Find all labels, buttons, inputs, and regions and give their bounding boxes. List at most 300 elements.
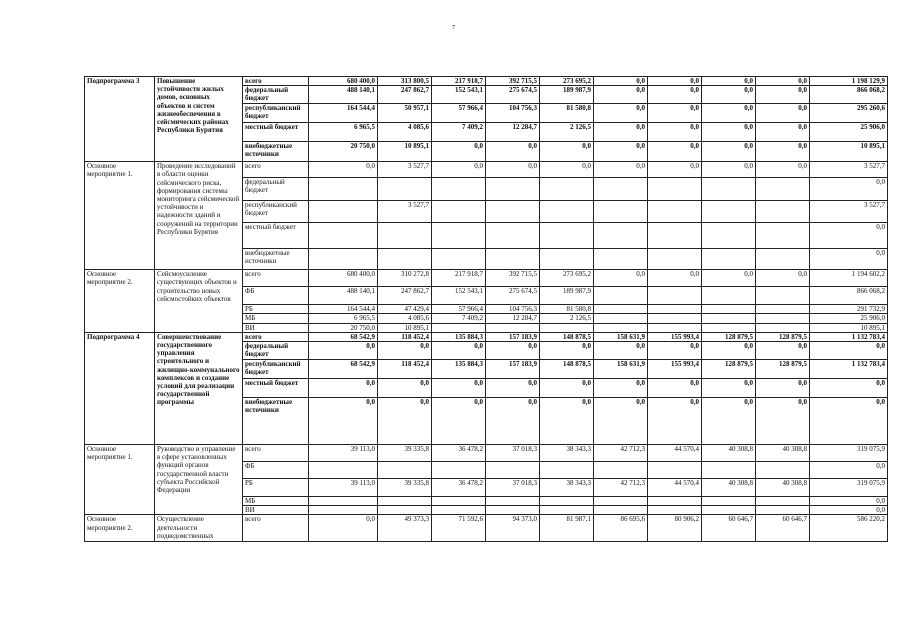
amount-cell: 0,0: [756, 77, 810, 86]
total-cell: 586 220,2: [810, 515, 888, 542]
amount-cell: [432, 201, 486, 223]
amount-cell: [648, 201, 702, 223]
program-title-cell: Руководство и управление в сфере установленных функций органов государственной власти субъекта Российской Федерации: [155, 445, 243, 515]
amount-cell: 0,0: [702, 379, 756, 398]
amount-cell: [702, 305, 756, 314]
amount-cell: [309, 201, 378, 223]
amount-cell: 80 906,2: [648, 515, 702, 542]
amount-cell: [756, 497, 810, 506]
amount-cell: [702, 462, 756, 479]
amount-cell: [309, 506, 378, 515]
funding-source-cell: федеральный бюджет: [243, 178, 309, 201]
funding-source-cell: местный бюджет: [243, 123, 309, 142]
amount-cell: 38 343,3: [540, 479, 594, 497]
funding-source-cell: республиканский бюджет: [243, 360, 309, 379]
amount-cell: 81 580,8: [540, 104, 594, 123]
amount-cell: 0,0: [648, 142, 702, 162]
funding-source-cell: ВИ: [243, 323, 309, 332]
amount-cell: [486, 506, 540, 515]
amount-cell: 39 113,0: [309, 445, 378, 462]
amount-cell: 0,0: [594, 123, 648, 142]
table-row: [85, 445, 888, 462]
funding-source-cell: всего: [243, 162, 309, 178]
amount-cell: 7 409,2: [432, 123, 486, 142]
amount-cell: 60 646,7: [702, 515, 756, 542]
amount-cell: [432, 462, 486, 479]
amount-cell: 6 965,5: [309, 123, 378, 142]
amount-cell: [648, 462, 702, 479]
amount-cell: [594, 323, 648, 332]
amount-cell: [756, 305, 810, 314]
amount-cell: 0,0: [540, 142, 594, 162]
amount-cell: 2 126,5: [540, 123, 594, 142]
amount-cell: 0,0: [486, 142, 540, 162]
total-cell: 3 527,7: [810, 162, 888, 178]
total-cell: 866 068,2: [810, 287, 888, 305]
amount-cell: [702, 497, 756, 506]
amount-cell: 0,0: [648, 398, 702, 445]
amount-cell: 0,0: [594, 379, 648, 398]
amount-cell: [540, 223, 594, 249]
table-row: [85, 332, 888, 341]
amount-cell: 152 543,1: [432, 86, 486, 104]
amount-cell: 0,0: [702, 104, 756, 123]
amount-cell: 157 183,9: [486, 332, 540, 341]
amount-cell: 6 965,5: [309, 314, 378, 323]
amount-cell: [540, 201, 594, 223]
amount-cell: [648, 178, 702, 201]
total-cell: 866 068,2: [810, 86, 888, 104]
program-code-cell: Подпрограмма 3: [85, 77, 155, 162]
funding-source-cell: федеральный бюджет: [243, 342, 309, 360]
amount-cell: [432, 249, 486, 270]
funding-source-cell: республиканский бюджет: [243, 104, 309, 123]
total-cell: 1 198 129,9: [810, 77, 888, 86]
table-row: [85, 77, 888, 86]
amount-cell: 392 715,5: [486, 77, 540, 86]
funding-source-cell: МБ: [243, 314, 309, 323]
amount-cell: 44 570,4: [648, 479, 702, 497]
amount-cell: [378, 249, 432, 270]
amount-cell: [378, 178, 432, 201]
amount-cell: [594, 223, 648, 249]
amount-cell: 2 126,5: [540, 314, 594, 323]
amount-cell: 20 750,0: [309, 323, 378, 332]
amount-cell: 49 373,3: [378, 515, 432, 542]
amount-cell: [378, 223, 432, 249]
amount-cell: 0,0: [540, 342, 594, 360]
budget-table: [84, 76, 888, 542]
amount-cell: 0,0: [594, 270, 648, 287]
amount-cell: 128 879,5: [756, 332, 810, 341]
amount-cell: 275 674,5: [486, 86, 540, 104]
total-cell: 319 075,9: [810, 445, 888, 462]
amount-cell: 68 542,9: [309, 360, 378, 379]
amount-cell: 0,0: [756, 142, 810, 162]
program-title-cell: Совершенствование государственного управления строительного и жилищно-коммунального комплексов и создание условий для реализации государственной программы: [155, 332, 243, 444]
amount-cell: [594, 249, 648, 270]
amount-cell: 38 343,3: [540, 445, 594, 462]
amount-cell: 0,0: [702, 86, 756, 104]
amount-cell: 37 018,3: [486, 479, 540, 497]
amount-cell: [486, 249, 540, 270]
amount-cell: 217 918,7: [432, 270, 486, 287]
amount-cell: 0,0: [309, 515, 378, 542]
amount-cell: 4 085,6: [378, 123, 432, 142]
amount-cell: 0,0: [540, 162, 594, 178]
amount-cell: [540, 323, 594, 332]
amount-cell: 128 879,5: [756, 360, 810, 379]
amount-cell: 0,0: [756, 86, 810, 104]
amount-cell: 0,0: [648, 342, 702, 360]
amount-cell: [756, 323, 810, 332]
total-cell: 295 260,6: [810, 104, 888, 123]
amount-cell: [756, 314, 810, 323]
amount-cell: 392 715,5: [486, 270, 540, 287]
amount-cell: 0,0: [702, 142, 756, 162]
total-cell: 0,0: [810, 497, 888, 506]
funding-source-cell: внебюджетные источники: [243, 249, 309, 270]
amount-cell: 128 879,5: [702, 332, 756, 341]
funding-source-cell: местный бюджет: [243, 379, 309, 398]
amount-cell: [540, 462, 594, 479]
amount-cell: 0,0: [486, 342, 540, 360]
amount-cell: [648, 323, 702, 332]
program-title-cell: Осуществление деятельности подведомственных: [155, 515, 243, 542]
amount-cell: 4 085,6: [378, 314, 432, 323]
amount-cell: 0,0: [648, 270, 702, 287]
amount-cell: 680 400,0: [309, 270, 378, 287]
page-number: 7: [452, 25, 455, 31]
amount-cell: 0,0: [309, 342, 378, 360]
amount-cell: 7 409,2: [432, 314, 486, 323]
amount-cell: 0,0: [756, 342, 810, 360]
amount-cell: 189 987,9: [540, 287, 594, 305]
amount-cell: [486, 323, 540, 332]
amount-cell: 104 756,3: [486, 104, 540, 123]
program-title-cell: Сейсмоусиление существующих объектов и строительство новых сейсмостойких объектов: [155, 270, 243, 333]
amount-cell: 0,0: [756, 270, 810, 287]
total-cell: 0,0: [810, 379, 888, 398]
funding-source-cell: республиканский бюджет: [243, 201, 309, 223]
amount-cell: [432, 223, 486, 249]
amount-cell: [648, 497, 702, 506]
amount-cell: [378, 462, 432, 479]
amount-cell: [702, 323, 756, 332]
amount-cell: 488 140,1: [309, 287, 378, 305]
amount-cell: 0,0: [378, 398, 432, 445]
amount-cell: 247 862,7: [378, 287, 432, 305]
program-code-cell: Основное мероприятие 1.: [85, 162, 155, 270]
amount-cell: 104 756,3: [486, 305, 540, 314]
amount-cell: [432, 178, 486, 201]
amount-cell: 157 183,9: [486, 360, 540, 379]
amount-cell: [648, 223, 702, 249]
program-title-cell: Проведение исследований в области оценки сейсмического риска, формирования системы мониторинга сейсмической устойчивости и надежности зданий и сооружений на территории Республики Бурятия: [155, 162, 243, 270]
amount-cell: 0,0: [486, 162, 540, 178]
amount-cell: [309, 178, 378, 201]
funding-source-cell: ФБ: [243, 462, 309, 479]
amount-cell: 36 478,2: [432, 445, 486, 462]
amount-cell: 164 544,4: [309, 104, 378, 123]
program-code-cell: Подпрограмма 4: [85, 332, 155, 444]
amount-cell: 39 335,8: [378, 479, 432, 497]
amount-cell: 81 580,8: [540, 305, 594, 314]
amount-cell: [432, 497, 486, 506]
amount-cell: [702, 178, 756, 201]
amount-cell: 3 527,7: [378, 201, 432, 223]
funding-source-cell: МБ: [243, 497, 309, 506]
program-title-cell: Повышение устойчивости жилых домов, основных объектов и систем жизнеобеспечения в сейсмических районах Республики Бурятия: [155, 77, 243, 162]
amount-cell: 0,0: [702, 77, 756, 86]
funding-source-cell: РБ: [243, 479, 309, 497]
amount-cell: 488 140,1: [309, 86, 378, 104]
amount-cell: [432, 506, 486, 515]
amount-cell: [486, 462, 540, 479]
amount-cell: [540, 249, 594, 270]
amount-cell: 0,0: [702, 162, 756, 178]
amount-cell: [309, 223, 378, 249]
amount-cell: 0,0: [648, 86, 702, 104]
amount-cell: 42 712,3: [594, 479, 648, 497]
amount-cell: [540, 497, 594, 506]
amount-cell: [648, 305, 702, 314]
total-cell: 0,0: [810, 462, 888, 479]
total-cell: 1 132 783,4: [810, 360, 888, 379]
amount-cell: 0,0: [756, 123, 810, 142]
amount-cell: 0,0: [309, 379, 378, 398]
amount-cell: 20 750,0: [309, 142, 378, 162]
amount-cell: 0,0: [432, 342, 486, 360]
amount-cell: 273 695,2: [540, 270, 594, 287]
total-cell: 291 732,9: [810, 305, 888, 314]
amount-cell: 247 862,7: [378, 86, 432, 104]
amount-cell: 158 631,9: [594, 332, 648, 341]
amount-cell: 12 284,7: [486, 123, 540, 142]
total-cell: 0,0: [810, 178, 888, 201]
amount-cell: 12 284,7: [486, 314, 540, 323]
funding-source-cell: всего: [243, 332, 309, 341]
amount-cell: 10 895,1: [378, 142, 432, 162]
program-code-cell: Основное мероприятие 2.: [85, 270, 155, 333]
program-code-cell: Основное мероприятие 1.: [85, 445, 155, 515]
amount-cell: 135 884,3: [432, 332, 486, 341]
amount-cell: [756, 287, 810, 305]
amount-cell: [756, 178, 810, 201]
total-cell: 25 906,0: [810, 314, 888, 323]
total-cell: 25 906,0: [810, 123, 888, 142]
amount-cell: 0,0: [702, 342, 756, 360]
amount-cell: 0,0: [648, 123, 702, 142]
funding-source-cell: всего: [243, 515, 309, 542]
amount-cell: [594, 462, 648, 479]
amount-cell: 135 884,3: [432, 360, 486, 379]
amount-cell: [648, 314, 702, 323]
funding-source-cell: внебюджетные источники: [243, 398, 309, 445]
amount-cell: 0,0: [309, 162, 378, 178]
program-code-cell: Основное мероприятие 2.: [85, 515, 155, 542]
total-cell: 0,0: [810, 342, 888, 360]
amount-cell: [594, 178, 648, 201]
amount-cell: [378, 506, 432, 515]
amount-cell: 0,0: [702, 270, 756, 287]
amount-cell: 39 113,0: [309, 479, 378, 497]
amount-cell: [486, 223, 540, 249]
amount-cell: [594, 201, 648, 223]
amount-cell: 68 542,9: [309, 332, 378, 341]
amount-cell: 81 987,1: [540, 515, 594, 542]
total-cell: 3 527,7: [810, 201, 888, 223]
amount-cell: [702, 287, 756, 305]
amount-cell: 0,0: [540, 379, 594, 398]
amount-cell: [648, 287, 702, 305]
amount-cell: [486, 497, 540, 506]
amount-cell: [309, 249, 378, 270]
amount-cell: [594, 314, 648, 323]
amount-cell: 0,0: [378, 379, 432, 398]
amount-cell: 0,0: [756, 379, 810, 398]
amount-cell: 0,0: [702, 123, 756, 142]
amount-cell: 0,0: [594, 162, 648, 178]
amount-cell: 148 878,5: [540, 332, 594, 341]
amount-cell: 0,0: [378, 342, 432, 360]
amount-cell: [756, 201, 810, 223]
total-cell: 10 895,1: [810, 323, 888, 332]
amount-cell: 86 695,6: [594, 515, 648, 542]
amount-cell: [309, 497, 378, 506]
total-cell: 1 132 783,4: [810, 332, 888, 341]
table-row: [85, 270, 888, 287]
amount-cell: 158 631,9: [594, 360, 648, 379]
amount-cell: 118 452,4: [378, 360, 432, 379]
amount-cell: 42 712,3: [594, 445, 648, 462]
amount-cell: [594, 287, 648, 305]
amount-cell: 680 400,0: [309, 77, 378, 86]
amount-cell: [594, 305, 648, 314]
amount-cell: 0,0: [756, 398, 810, 445]
amount-cell: 60 646,7: [756, 515, 810, 542]
total-cell: 0,0: [810, 506, 888, 515]
amount-cell: [486, 178, 540, 201]
amount-cell: [756, 223, 810, 249]
amount-cell: 0,0: [486, 398, 540, 445]
amount-cell: 0,0: [309, 398, 378, 445]
amount-cell: 0,0: [432, 142, 486, 162]
amount-cell: 152 543,1: [432, 287, 486, 305]
amount-cell: [594, 497, 648, 506]
amount-cell: 128 879,5: [702, 360, 756, 379]
amount-cell: 0,0: [594, 142, 648, 162]
amount-cell: 0,0: [648, 77, 702, 86]
amount-cell: 57 966,4: [432, 305, 486, 314]
funding-source-cell: внебюджетные источники: [243, 142, 309, 162]
amount-cell: 0,0: [648, 379, 702, 398]
amount-cell: 273 695,2: [540, 77, 594, 86]
amount-cell: [702, 314, 756, 323]
amount-cell: 155 993,4: [648, 360, 702, 379]
amount-cell: 310 272,8: [378, 270, 432, 287]
amount-cell: 50 957,1: [378, 104, 432, 123]
amount-cell: 0,0: [540, 398, 594, 445]
amount-cell: 155 993,4: [648, 332, 702, 341]
amount-cell: [648, 506, 702, 515]
amount-cell: 0,0: [756, 104, 810, 123]
amount-cell: [594, 506, 648, 515]
total-cell: 1 194 602,2: [810, 270, 888, 287]
amount-cell: 0,0: [594, 342, 648, 360]
amount-cell: 0,0: [648, 162, 702, 178]
amount-cell: [309, 462, 378, 479]
amount-cell: [702, 506, 756, 515]
amount-cell: [702, 249, 756, 270]
amount-cell: [756, 462, 810, 479]
table-row: [85, 162, 888, 178]
amount-cell: 164 544,4: [309, 305, 378, 314]
funding-source-cell: всего: [243, 77, 309, 86]
amount-cell: [378, 497, 432, 506]
funding-source-cell: всего: [243, 445, 309, 462]
amount-cell: 47 429,4: [378, 305, 432, 314]
amount-cell: 40 308,8: [756, 479, 810, 497]
amount-cell: 189 987,9: [540, 86, 594, 104]
amount-cell: [702, 223, 756, 249]
amount-cell: 37 018,3: [486, 445, 540, 462]
total-cell: 319 075,9: [810, 479, 888, 497]
amount-cell: 217 918,7: [432, 77, 486, 86]
amount-cell: [486, 201, 540, 223]
total-cell: 0,0: [810, 249, 888, 270]
amount-cell: 0,0: [432, 398, 486, 445]
funding-source-cell: всего: [243, 270, 309, 287]
amount-cell: 40 308,8: [702, 445, 756, 462]
amount-cell: [756, 249, 810, 270]
total-cell: 0,0: [810, 398, 888, 445]
amount-cell: 0,0: [486, 379, 540, 398]
amount-cell: 0,0: [432, 379, 486, 398]
amount-cell: 0,0: [432, 162, 486, 178]
amount-cell: 94 373,0: [486, 515, 540, 542]
funding-source-cell: местный бюджет: [243, 223, 309, 249]
amount-cell: 40 308,8: [756, 445, 810, 462]
funding-source-cell: федеральный бюджет: [243, 86, 309, 104]
table-row: [85, 515, 888, 542]
amount-cell: 0,0: [594, 398, 648, 445]
amount-cell: 3 527,7: [378, 162, 432, 178]
funding-source-cell: РБ: [243, 305, 309, 314]
amount-cell: 0,0: [594, 104, 648, 123]
amount-cell: 39 335,8: [378, 445, 432, 462]
amount-cell: 10 895,1: [378, 323, 432, 332]
amount-cell: 57 966,4: [432, 104, 486, 123]
amount-cell: 148 878,5: [540, 360, 594, 379]
amount-cell: 44 570,4: [648, 445, 702, 462]
amount-cell: 313 800,5: [378, 77, 432, 86]
amount-cell: 0,0: [648, 104, 702, 123]
amount-cell: [648, 249, 702, 270]
amount-cell: 0,0: [756, 162, 810, 178]
amount-cell: [540, 506, 594, 515]
amount-cell: 71 592,6: [432, 515, 486, 542]
total-cell: 10 895,1: [810, 142, 888, 162]
amount-cell: 275 674,5: [486, 287, 540, 305]
amount-cell: [432, 323, 486, 332]
amount-cell: 0,0: [594, 77, 648, 86]
amount-cell: 0,0: [594, 86, 648, 104]
total-cell: 0,0: [810, 223, 888, 249]
amount-cell: 118 452,4: [378, 332, 432, 341]
amount-cell: 40 308,8: [702, 479, 756, 497]
amount-cell: [756, 506, 810, 515]
